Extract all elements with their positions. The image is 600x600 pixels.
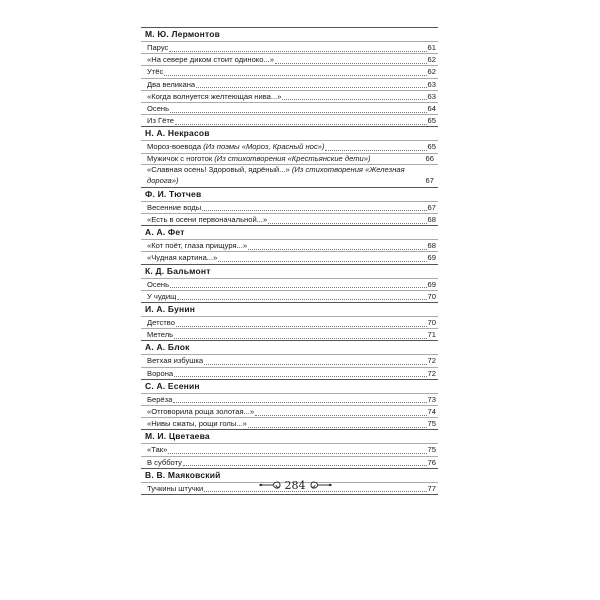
toc-entry[interactable] — [141, 393, 438, 405]
entry-title: «Нивы сжаты, рощи голы...» — [147, 419, 247, 429]
toc-entry[interactable] — [141, 140, 438, 152]
entry-title-wrap — [147, 444, 167, 455]
entry-page: 69 — [427, 279, 436, 289]
entry-note: (Из поэмы «Мороз, Красный нос») — [203, 142, 325, 152]
entry-page: 65 — [427, 142, 436, 152]
entry-title-wrap — [147, 103, 169, 114]
toc-entry[interactable] — [141, 278, 438, 290]
entry-title-wrap — [147, 54, 274, 65]
entry-page: 65 — [427, 116, 436, 126]
dot-leader — [183, 458, 427, 466]
entry-title: «Славная осень! Здоровый, ядрёный...» — [147, 165, 290, 175]
entry-title: Осень — [147, 103, 170, 113]
toc-entry[interactable] — [141, 114, 438, 126]
author-heading: М. И. Цветаева — [145, 431, 210, 442]
entry-page: 66 — [425, 153, 434, 163]
toc-entry[interactable] — [141, 102, 438, 114]
entry-page: 72 — [427, 356, 436, 366]
toc-entry[interactable] — [141, 65, 438, 77]
author-heading: Ф. И. Тютчев — [145, 188, 202, 199]
entry-page: 73 — [427, 394, 436, 404]
entry-title: Два великана — [147, 79, 196, 89]
entry-title: «На севере диком стоит одиноко...» — [147, 55, 274, 65]
dot-leader — [170, 105, 426, 113]
entry-title-wrap — [147, 115, 174, 126]
entry-title-wrap — [147, 240, 247, 251]
entry-title-wrap — [147, 406, 254, 417]
entry-title: Из Гёте — [147, 116, 175, 126]
entry-page: 62 — [427, 67, 436, 77]
dot-leader — [275, 56, 427, 64]
entry-page: 67 — [425, 176, 434, 186]
entry-title-wrap — [147, 252, 217, 263]
toc-entry[interactable] — [141, 316, 438, 328]
author-section — [141, 126, 438, 187]
toc-entry[interactable] — [141, 201, 438, 213]
entry-title: «Кот поёт, глаза прищуря...» — [147, 241, 248, 251]
entry-title: Мороз-воевода — [147, 142, 202, 152]
entry-title: «Так» — [147, 445, 168, 455]
dot-leader — [204, 357, 426, 365]
entry-title-wrap — [147, 317, 175, 328]
entry-title-wrap — [147, 291, 176, 302]
entry-title-wrap — [147, 483, 203, 494]
dot-leader — [268, 216, 426, 224]
author-section — [141, 187, 438, 225]
entry-title-wrap — [147, 329, 173, 340]
entry-title: Ветхая избушка — [147, 356, 204, 366]
entry-title: «Чудная картина...» — [147, 253, 218, 263]
entry-page: 68 — [427, 241, 436, 251]
author-heading: С. А. Есенин — [145, 380, 200, 391]
dot-leader — [164, 68, 426, 76]
entry-page: 71 — [427, 330, 436, 340]
toc-entry[interactable] — [141, 417, 438, 429]
toc-entry[interactable] — [141, 239, 438, 251]
toc-entry[interactable] — [141, 290, 438, 302]
dot-leader — [176, 319, 427, 327]
author-heading: А. А. Фет — [145, 227, 185, 238]
entry-page: 72 — [427, 368, 436, 378]
author-section — [141, 27, 438, 126]
author-heading: Н. А. Некрасов — [145, 128, 210, 139]
author-heading: И. А. Бунин — [145, 304, 196, 315]
entry-title-wrap — [147, 418, 247, 429]
author-section — [141, 302, 438, 340]
author-heading: М. Ю. Лермонтов — [145, 29, 221, 39]
right-ornament-icon — [309, 480, 333, 490]
author-heading: В. В. Маяковский — [145, 469, 221, 480]
dot-leader — [218, 254, 426, 262]
entry-note: (Из стихотворения «Железная дорога») — [147, 165, 405, 186]
entry-page: 76 — [427, 457, 436, 467]
toc-entry[interactable] — [141, 164, 438, 187]
author-section — [141, 379, 438, 430]
entry-title: «Есть в осени первоначальной...» — [147, 215, 268, 225]
toc-entry[interactable] — [141, 53, 438, 65]
entry-title-wrap — [147, 79, 195, 90]
dot-leader — [177, 292, 426, 300]
dot-leader — [325, 143, 426, 151]
author-heading: А. А. Блок — [145, 342, 190, 353]
entry-title: Утёс — [147, 67, 164, 77]
entry-title: Ворона — [147, 368, 174, 378]
page-footer — [255, 477, 335, 493]
author-section — [141, 264, 438, 302]
author-section — [141, 225, 438, 263]
entry-page: 75 — [427, 419, 436, 429]
left-ornament-icon — [258, 480, 282, 490]
author-section — [141, 429, 438, 467]
entry-title-wrap — [147, 42, 168, 53]
entry-title-wrap — [147, 202, 201, 213]
toc-entry[interactable] — [141, 328, 438, 340]
dot-leader — [170, 280, 426, 288]
entry-title-wrap — [147, 355, 203, 366]
entry-title: «Отговорила роща золотая...» — [147, 406, 255, 416]
toc-entry[interactable] — [141, 405, 438, 417]
entry-page: 62 — [427, 55, 436, 65]
toc-entry[interactable] — [141, 153, 438, 165]
entry-title: Весенние воды — [147, 202, 202, 212]
table-of-contents — [141, 27, 438, 495]
entry-title: Берёза — [147, 394, 173, 404]
dot-leader — [174, 331, 426, 339]
entry-title-wrap — [147, 394, 172, 405]
entry-page: 70 — [427, 318, 436, 328]
entry-page: 69 — [427, 253, 436, 263]
toc-entry[interactable] — [141, 367, 438, 379]
entry-title: Осень — [147, 279, 170, 289]
dot-leader — [169, 44, 426, 52]
dot-leader — [175, 117, 427, 125]
toc-entry[interactable] — [141, 456, 438, 468]
entry-page: 63 — [427, 91, 436, 101]
dot-leader — [173, 395, 426, 403]
entry-title-wrap — [147, 66, 163, 77]
entry-title-wrap — [147, 368, 173, 379]
dot-leader — [282, 92, 426, 100]
entry-page: 63 — [427, 79, 436, 89]
entry-title-wrap — [147, 214, 267, 225]
entry-title: Тучкины штучки — [147, 483, 204, 493]
dot-leader — [248, 420, 427, 428]
dot-leader — [202, 203, 426, 211]
entry-title: Мужичок с ноготок — [147, 153, 213, 163]
dot-leader — [174, 369, 426, 377]
entry-title: «Когда волнуется желтеющая нива...» — [147, 91, 282, 101]
entry-page: 74 — [427, 406, 436, 416]
author-heading: К. Д. Бальмонт — [145, 265, 211, 276]
entry-title-wrap — [147, 91, 281, 102]
entry-page: 67 — [427, 202, 436, 212]
dot-leader — [168, 446, 426, 454]
entry-title-wrap — [147, 141, 324, 152]
entry-page: 70 — [427, 291, 436, 301]
page-number: 284 — [284, 478, 306, 492]
toc-entry[interactable] — [141, 443, 438, 455]
entry-page: 64 — [427, 103, 436, 113]
entry-page: 75 — [427, 445, 436, 455]
dot-leader — [248, 242, 426, 250]
entry-note: (Из стихотворения «Крестьянские дети») — [214, 153, 371, 163]
toc-entry[interactable] — [141, 354, 438, 366]
toc-entry[interactable] — [141, 251, 438, 263]
dot-leader — [255, 408, 426, 416]
toc-entry[interactable] — [141, 78, 438, 90]
entry-page: 61 — [427, 43, 436, 52]
entry-title: В субботу — [147, 457, 182, 467]
toc-entry[interactable] — [141, 90, 438, 102]
entry-title: У чудищ — [147, 291, 177, 301]
entry-title-wrap — [147, 279, 169, 290]
entry-title: Детство — [147, 318, 175, 328]
entry-title-wrap — [147, 457, 182, 468]
entry-page: 77 — [427, 483, 436, 493]
author-section — [141, 340, 438, 378]
dot-leader — [196, 80, 426, 88]
toc-entry[interactable] — [141, 213, 438, 225]
entry-title: Парус — [147, 43, 169, 52]
toc-entry[interactable] — [141, 41, 438, 53]
entry-title: Метель — [147, 330, 174, 340]
entry-page: 68 — [427, 215, 436, 225]
